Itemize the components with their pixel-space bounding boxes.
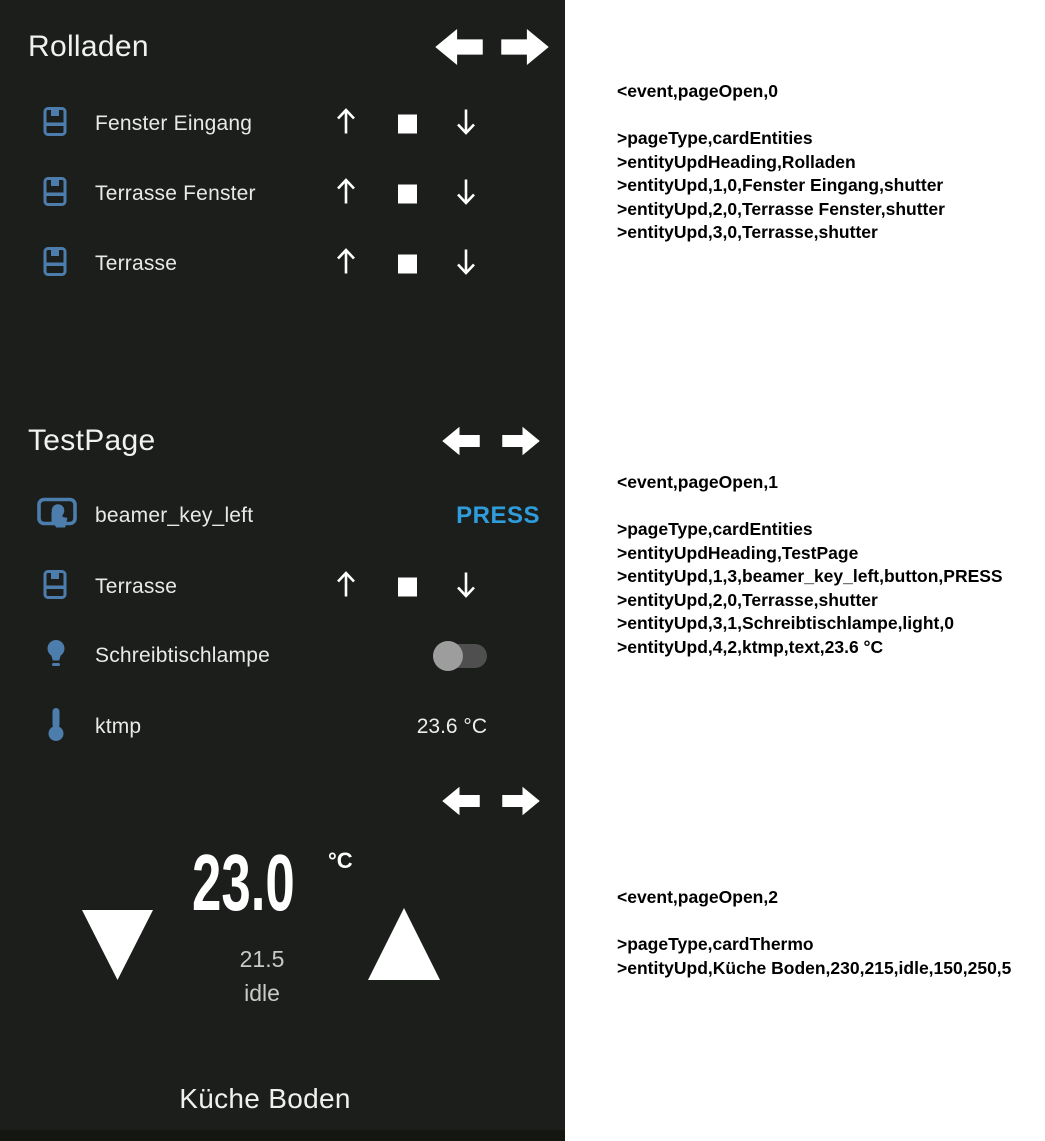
shutter-stop-button[interactable] <box>398 185 417 204</box>
window-shutter-icon <box>43 570 67 605</box>
entity-label: Terrasse <box>95 575 178 598</box>
light-toggle[interactable] <box>433 641 487 671</box>
hvac-state: idle <box>244 980 280 1006</box>
shutter-up-button[interactable] <box>334 570 358 605</box>
entity-row <box>0 703 565 751</box>
press-button[interactable]: PRESS <box>456 502 540 529</box>
shutter-down-button[interactable] <box>454 177 478 212</box>
protocol-line: <event,pageOpen,2 <box>617 887 778 907</box>
protocol-block-page2 <box>617 886 1011 980</box>
protocol-line: >entityUpd,3,1,Schreibtischlampe,light,0 <box>617 613 954 633</box>
protocol-line: >entityUpd,1,3,beamer_key_left,button,PRESS <box>617 566 1003 586</box>
entity-label: ktmp <box>95 715 142 738</box>
nav-prev-button[interactable] <box>435 28 483 66</box>
current-temp: 23.0 <box>192 838 295 927</box>
card-entities-rolladen <box>0 0 565 380</box>
protocol-line <box>617 910 1011 934</box>
arrow-left-icon <box>442 786 480 816</box>
shutter-up-button[interactable] <box>334 107 358 142</box>
entity-row <box>0 563 565 611</box>
entity-label: Terrasse <box>95 252 178 275</box>
entity-row <box>0 100 565 148</box>
entity-row <box>0 632 565 680</box>
nav-prev-button[interactable] <box>442 426 480 456</box>
shutter-stop-button[interactable] <box>398 255 417 274</box>
protocol-line: <event,pageOpen,1 <box>617 472 778 492</box>
arrow-left-icon <box>435 28 483 66</box>
protocol-line: >entityUpdHeading,Rolladen <box>617 151 856 172</box>
window-shutter-icon <box>43 177 67 212</box>
arrow-right-icon <box>501 28 549 66</box>
page-title: TestPage <box>28 424 156 457</box>
protocol-line: >pageType,cardEntities <box>617 519 813 539</box>
entity-row <box>0 240 565 288</box>
page-title: Rolladen <box>28 30 149 63</box>
temp-unit: °C <box>328 848 353 873</box>
shutter-down-button[interactable] <box>454 247 478 282</box>
nav-next-button[interactable] <box>502 786 540 816</box>
entity-row <box>0 492 565 540</box>
arrow-right-icon <box>502 426 540 456</box>
toggle-knob <box>433 641 463 671</box>
protocol-line: >entityUpd,2,0,Terrasse,shutter <box>617 589 878 610</box>
protocol-line: >pageType,cardEntities <box>617 128 813 148</box>
protocol-line: >entityUpdHeading,TestPage <box>617 542 859 563</box>
protocol-line: >entityUpd,1,0,Fenster Eingang,shutter <box>617 175 944 195</box>
window-shutter-icon <box>43 107 67 142</box>
protocol-line: >pageType,cardThermo <box>617 934 814 954</box>
protocol-line <box>617 495 1003 519</box>
entity-label: Fenster Eingang <box>95 112 253 135</box>
shutter-down-button[interactable] <box>454 570 478 605</box>
entity-label: beamer_key_left <box>95 504 254 527</box>
target-temp: 21.5 <box>239 946 285 972</box>
card-entities-testpage <box>0 380 565 760</box>
protocol-block-page0 <box>617 80 945 245</box>
protocol-line: >entityUpd,4,2,ktmp,text,23.6 °C <box>617 636 884 657</box>
panel-edge <box>0 1130 565 1141</box>
entity-label: Schreibtischlampe <box>95 644 270 667</box>
protocol-line: >entityUpd,2,0,Terrasse Fenster,shutter <box>617 198 945 219</box>
shutter-down-button[interactable] <box>454 107 478 142</box>
arrow-right-icon <box>502 786 540 816</box>
thermostat-name: Küche Boden <box>179 1083 351 1114</box>
shutter-up-button[interactable] <box>334 177 358 212</box>
protocol-line <box>617 104 945 128</box>
protocol-line: >entityUpd,Küche Boden,230,215,idle,150,250,5 <box>617 957 1012 978</box>
protocol-line: >entityUpd,3,0,Terrasse,shutter <box>617 222 878 242</box>
shutter-up-button[interactable] <box>334 247 358 282</box>
nav-next-button[interactable] <box>501 28 549 66</box>
thermometer-icon <box>48 707 64 748</box>
window-shutter-icon <box>43 247 67 282</box>
entity-row <box>0 170 565 218</box>
arrow-left-icon <box>442 426 480 456</box>
gesture-tap-button-icon <box>37 497 77 536</box>
shutter-stop-button[interactable] <box>398 578 417 597</box>
lightbulb-icon <box>45 639 67 674</box>
nav-next-button[interactable] <box>502 426 540 456</box>
nav-prev-button[interactable] <box>442 786 480 816</box>
protocol-line: <event,pageOpen,0 <box>617 81 778 101</box>
protocol-block-page1 <box>617 471 1003 659</box>
shutter-stop-button[interactable] <box>398 115 417 134</box>
sensor-value: 23.6 °C <box>416 715 487 738</box>
entity-label: Terrasse Fenster <box>95 182 256 205</box>
